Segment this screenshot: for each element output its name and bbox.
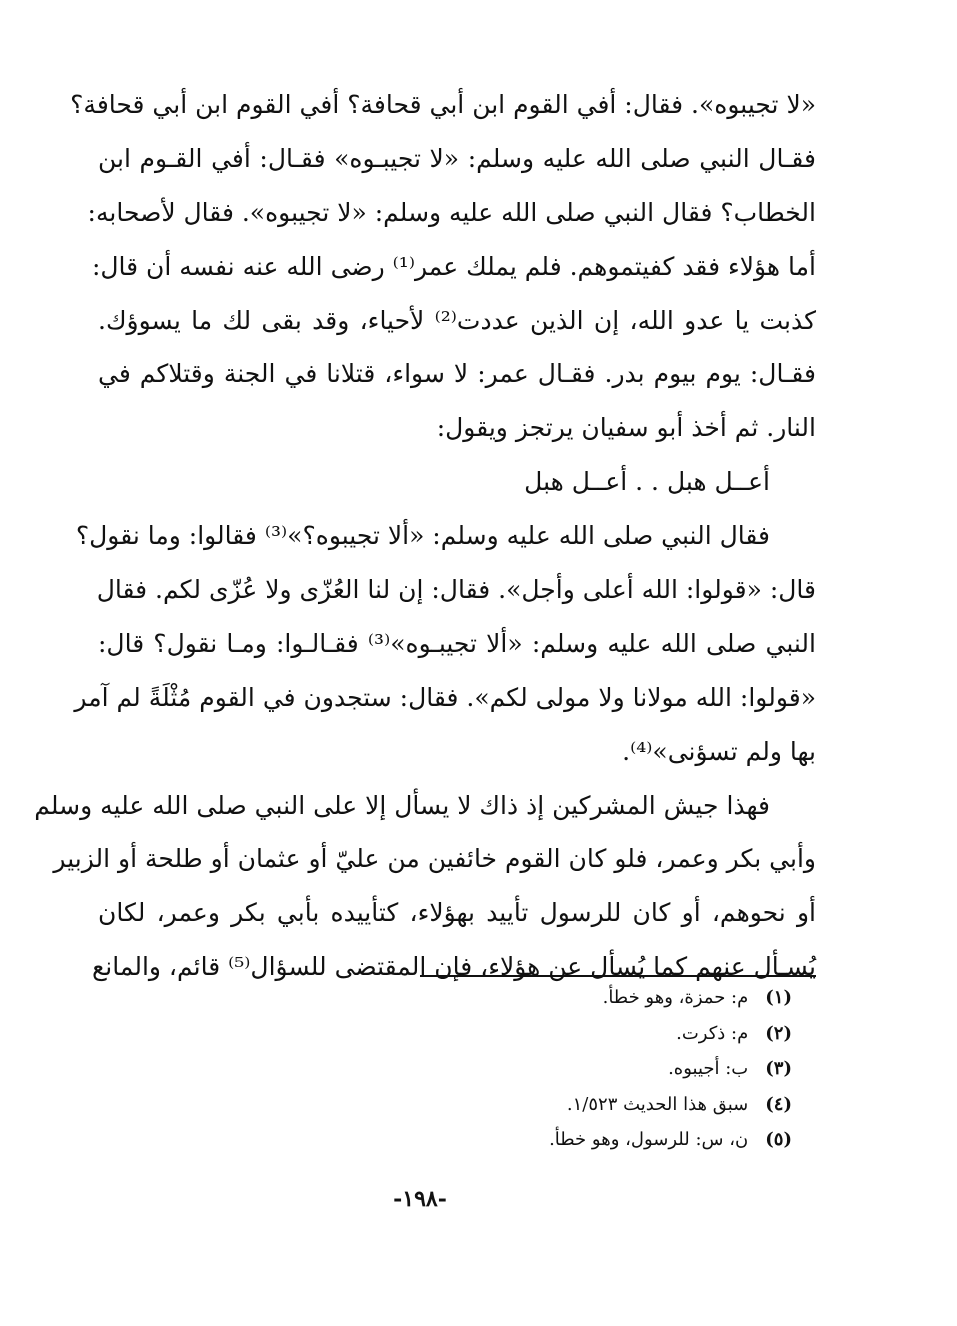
footnote-item <box>372 1087 792 1123</box>
footnote-item <box>372 980 792 1016</box>
footnote-number: (١) <box>765 987 792 1008</box>
footnote-number: (٢) <box>765 1022 792 1044</box>
text-line: فهذا جيش المشركين إذ ذاك لا يسأل إلا على النبي صلى الله عليه وسلم <box>34 790 770 820</box>
text-line: أو نحوهم، أو كان للرسول تأييد بهؤلاء، كتأييده بأبي بكر وعمر، لكان <box>98 898 816 928</box>
footnote-number: (٣) <box>765 1058 792 1079</box>
footnote-number: (٤) <box>765 1093 792 1115</box>
text-line: «لا تجيبوه». فقال: أفي القوم ابن أبي قحافة؟ أفي القوم ابن أبي قحافة؟ <box>70 90 816 119</box>
text-line: بها ولم تسؤنى»⁽⁴⁾. <box>622 736 816 766</box>
text-line: «قولوا: الله مولانا ولا مولى لكم». فقال: ستجدون في القوم مُثْلَةً لم آمر <box>74 682 816 712</box>
text-line: الخطاب؟ فقال النبي صلى الله عليه وسلم: «لا تجيبوه». فقال لأصحابه: <box>87 197 816 227</box>
footnote-text: ب: أجيبوه. <box>668 1058 749 1079</box>
text-line: النار. ثم أخذ أبو سفيان يرتجز ويقول: <box>436 413 816 443</box>
text-line: قال: «قولوا: الله أعلى وأجل». فقال: إن لنا العُزّى ولا عُزّى لكم. فقال <box>96 575 816 605</box>
main-text-block <box>34 78 816 994</box>
text-line: أما هؤلاء فقد كفيتموهم. فلم يملك عمر⁽¹⁾ رضى الله عنه نفسه أن قال: <box>91 251 816 281</box>
text-line: فقـال: يوم بيوم بدر. فقـال عمر: لا سواء، قتلانا في الجنة وقتلاكم في <box>98 359 816 389</box>
footnote-text: م: ذكرت. <box>676 1022 749 1044</box>
footnote-text: ن، س: للرسول، وهو خطأ. <box>549 1129 749 1150</box>
text-line: فقـال النبي صلى الله عليه وسلم: «لا تجيبـوه» فقـال: أفي القـوم ابن <box>98 143 816 173</box>
page-number: -١٩٨- <box>393 1186 447 1212</box>
text-line: كذبت يا عدو الله، إن الذين عددت⁽²⁾ لأحياء، وقد بقى لك ما يسوؤك. <box>98 305 816 335</box>
footnote-number: (٥) <box>765 1129 792 1150</box>
text-line: النبي صلى الله عليه وسلم: «ألا تجيبـوه»⁽³⁾ فقـالـوا: ومـا نقول؟ قال: <box>98 628 816 658</box>
footnote-text: سبق هذا الحديث ١/٥٢٣. <box>566 1093 749 1115</box>
footnote-item <box>372 1122 792 1158</box>
text-line: يُسـأل عنهم كما يُسأل عن هؤلاء، فإن المقتضى للسؤال⁽⁵⁾ قائم، والمانع <box>92 952 816 982</box>
footnote-item <box>372 1016 792 1052</box>
verse-line: أعــل هبل . . أعــل هبل <box>524 467 770 497</box>
text-line: وأبي بكر وعمر، فلو كان القوم خائفين من عليّ أو عثمان أو طلحة أو الزبير <box>53 844 816 874</box>
footnotes-block <box>372 980 792 1158</box>
text-line: فقال النبي صلى الله عليه وسلم: «ألا تجيبوه؟»⁽³⁾ فقالوا: وما نقول؟ <box>75 521 770 551</box>
footnote-text: م: حمزة، وهو خطأ. <box>602 987 749 1008</box>
footnote-item <box>372 1051 792 1087</box>
footnote-separator <box>420 975 816 977</box>
